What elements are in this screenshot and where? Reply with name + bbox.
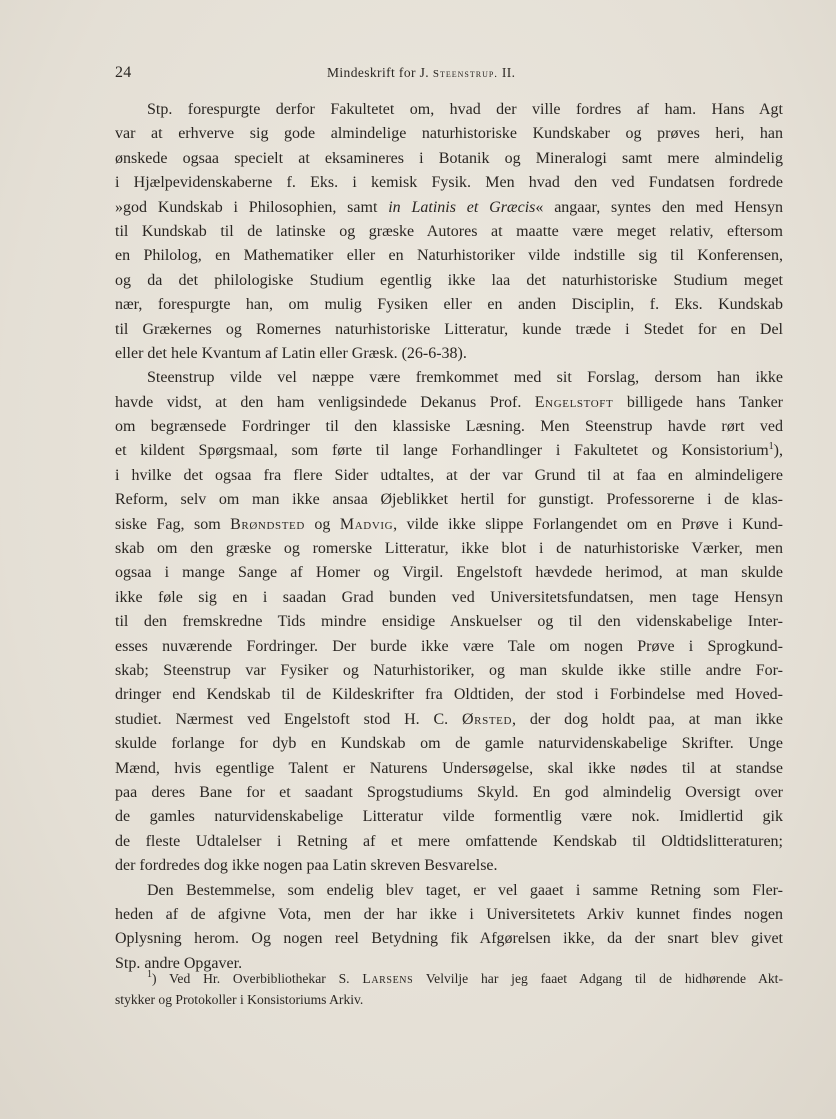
text-line: Stp. andre Opgaver. bbox=[115, 954, 243, 972]
running-head-prefix: Mindeskrift for J. bbox=[327, 65, 430, 80]
text-fragment: siske Fag, som bbox=[115, 515, 231, 533]
text-line: skab om den græske og romerske Litteratur, ikke blot i de naturhistoriske Værker, men bbox=[115, 540, 783, 558]
body-text bbox=[115, 101, 783, 979]
footnote-ref: 1 bbox=[768, 442, 774, 453]
text-line: nær, forespurgte han, om mulig Fysiken eller en anden Disciplin, f. Eks. Kundskab bbox=[115, 296, 783, 314]
text-fragment: et kildent Spørgsmaal, som førte til lange Forhandlinger i Fakultetet og Konsistorium bbox=[115, 442, 769, 460]
text-line: til Grækernes og Romernes naturhistoriske Litteratur, kunde træde i Stedet for en Del bbox=[115, 320, 783, 338]
page-number: 24 bbox=[115, 64, 132, 81]
text-fragment: ) Ved Hr. Overbibliothekar S. bbox=[152, 971, 363, 986]
text-line: en Philolog, en Mathematiker eller en Naturhistoriker vilde indstille sig til Konferensen, bbox=[115, 247, 783, 265]
text-line: i hvilke det ogsaa fra flere Sider udtaltes, at der var Grund til at faa en almindeligere bbox=[115, 466, 783, 484]
text-line: der fordredes dog ikke nogen paa Latin skreven Besvarelse. bbox=[115, 857, 498, 875]
running-head-name: Steenstrup. bbox=[432, 68, 499, 80]
text-line: skulde forlange for dyb en Kundskab om de gamle naturvidenskabelige Skrifter. Unge bbox=[115, 735, 783, 753]
text-fragment: billigede hans Tanker bbox=[613, 393, 783, 411]
text-line: ikke føle sig en i saadan Grad bunden ved Universitetsfundatsen, men tage Hensyn bbox=[115, 588, 783, 606]
name-madvig: Madvig bbox=[339, 515, 394, 533]
text-line bbox=[115, 442, 783, 466]
footnote-line bbox=[115, 968, 783, 989]
running-head-suffix: II. bbox=[501, 65, 516, 80]
text-line: og da det philologiske Studium egentlig ikke laa det naturhistoriske Studium meget bbox=[115, 271, 783, 289]
text-line: ogsaa i mange Sange af Homer og Virgil. Engelstoft hævdede herimod, at man skulde bbox=[115, 564, 783, 582]
text-line: heden af de afgivne Vota, men der har ikke i Universitetets Arkiv kunnet findes nogen bbox=[115, 905, 783, 923]
footnote-marker: 1 bbox=[147, 969, 152, 980]
text-line: de fleste Udtalelser i Retning af et mere omfattende Kendskab til Oldtidslitteraturen; bbox=[115, 832, 783, 850]
name-orsted: Ørsted bbox=[462, 710, 513, 728]
running-head bbox=[327, 65, 515, 81]
text-line: til den fremskredne Tids mindre ensidige Anskuelser og til den videnskabelige Inter- bbox=[115, 613, 783, 631]
text-line: var at erhverve sig gode almindelige naturhistoriske Kundskaber og prøves heri, han bbox=[115, 125, 783, 143]
text-line: Reform, selv om man ikke ansaa Øjeblikket hertil for gunstigt. Professorerne i de klas- bbox=[115, 491, 783, 509]
text-line: i Hjælpevidenskaberne f. Eks. i kemisk Fysik. Men hvad den ved Fundatsen fordrede bbox=[115, 174, 783, 192]
name-brondsted: Brøndsted bbox=[230, 515, 305, 533]
footnotes bbox=[115, 968, 783, 1010]
text-line: Oplysning herom. Og nogen reel Betydning fik Afgørelsen ikke, da der snart blev givet bbox=[115, 930, 783, 948]
text-line: Den Bestemmelse, som endelig blev taget, er vel gaaet i samme Retning som Fler- bbox=[147, 881, 783, 899]
text-line: de gamles naturvidenskabelige Litteratur vilde formentlig være nok. Imidlertid gik bbox=[115, 808, 783, 826]
text-fragment: »god Kundskab i Philosophien, samt bbox=[115, 198, 389, 216]
name-engelstoft: Engelstoft bbox=[534, 393, 614, 411]
text-line: Mænd, hvis egentlige Talent er Naturens Undersøgelse, skal ikke nødes til at standse bbox=[115, 759, 783, 777]
page-header bbox=[115, 64, 715, 86]
text-line: om begrænsede Fordringer til den klassiske Læsning. Men Steenstrup havde rørt ved bbox=[115, 418, 783, 436]
footnote-line: stykker og Protokoller i Konsistoriums Arkiv. bbox=[115, 992, 364, 1007]
text-line: til Kundskab til de latinske og græske Autores at maatte være meget relativ, eftersom bbox=[115, 222, 783, 240]
text-line: skab; Steenstrup var Fysiker og Naturhistoriker, og man skulde ikke stille andre For- bbox=[115, 661, 783, 679]
text-line: eller det hele Kvantum af Latin eller Græsk. (26-6-38). bbox=[115, 344, 467, 362]
text-line: Stp. forespurgte derfor Fakultetet om, hvad der ville fordres af ham. Hans Agt bbox=[147, 101, 783, 118]
text-fragment: studiet. Nærmest ved Engelstoft stod H. C. bbox=[115, 710, 463, 728]
text-line bbox=[115, 394, 783, 418]
text-fragment: Velvilje har jeg faaet Adgang til de hidhørende Akt- bbox=[413, 971, 783, 986]
text-line bbox=[115, 711, 783, 735]
text-fragment: og bbox=[304, 515, 340, 533]
text-line: esses nuværende Fordringer. Der burde ikke være Tale om nogen Prøve i Sprogkund- bbox=[115, 637, 783, 655]
italic-phrase: in Latinis et Græcis bbox=[388, 198, 536, 216]
text-fragment: havde vidst, at den ham venligsindede Dekanus Prof. bbox=[115, 393, 535, 411]
text-fragment: « angaar, syntes den med Hensyn bbox=[535, 198, 783, 216]
text-fragment: , vilde ikke slippe Forlangendet om en Prøve i Kund- bbox=[393, 515, 783, 533]
text-line: Steenstrup vilde vel næppe være fremkommet med sit Forslag, dersom han ikke bbox=[147, 369, 783, 387]
text-line: dringer end Kendskab til de Kildeskrifter fra Oldtiden, der stod i Forbindelse med Hoved- bbox=[115, 686, 783, 704]
name-larsens: Larsens bbox=[362, 971, 414, 986]
text-fragment: ), bbox=[773, 442, 783, 460]
text-line bbox=[115, 516, 783, 540]
text-line: ønskede ogsaa specielt at eksamineres i Botanik og Mineralogi samt mere almindelig bbox=[115, 149, 783, 167]
text-line: paa deres Bane for et saadant Sprogstudiums Skyld. En god almindelig Oversigt over bbox=[115, 783, 783, 801]
text-line bbox=[115, 199, 783, 223]
text-fragment: , der dog holdt paa, at man ikke bbox=[512, 710, 783, 728]
